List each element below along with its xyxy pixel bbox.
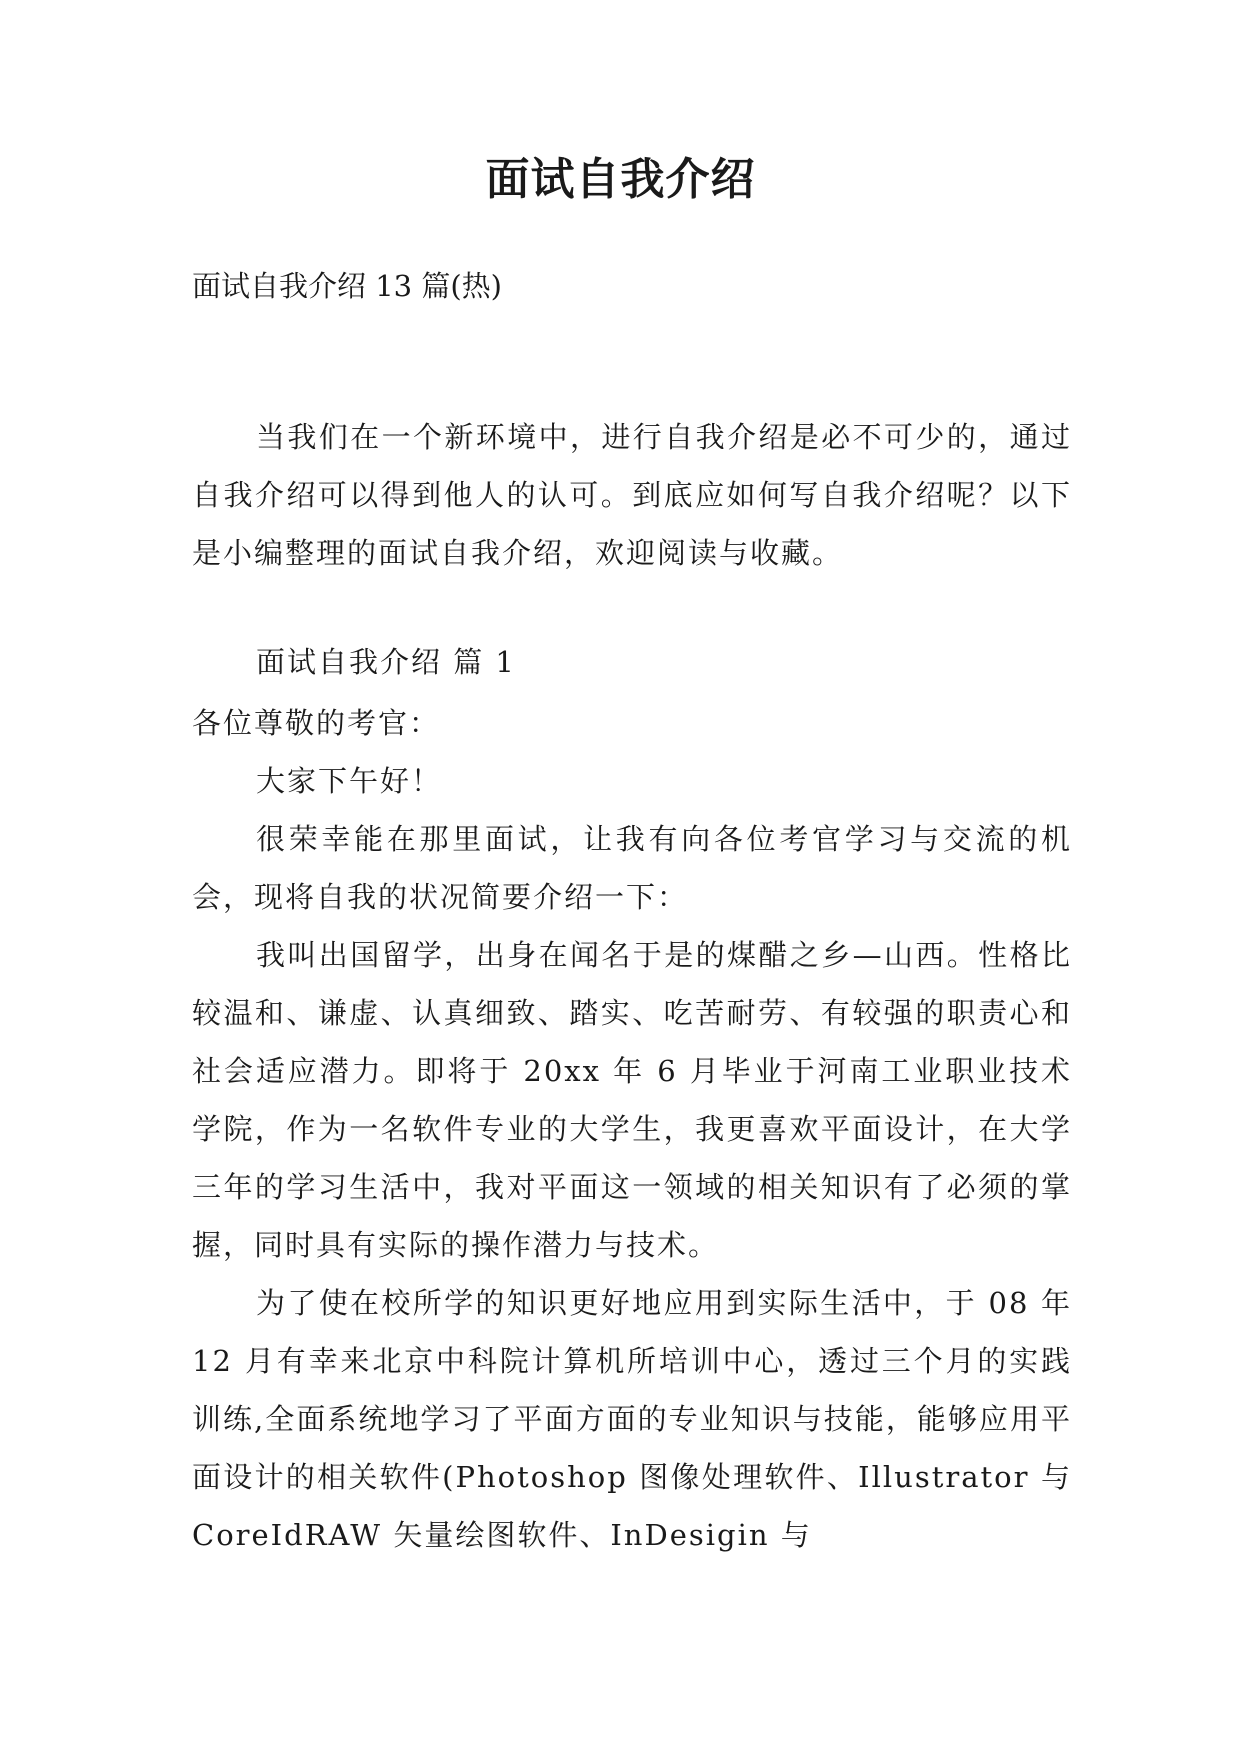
salutation: 各位尊敬的考官： xyxy=(192,706,441,740)
section-body xyxy=(192,694,1072,1564)
document-subtitle: 面试自我介绍 13 篇(热) xyxy=(192,269,502,303)
section-heading: 面试自我介绍 篇 1 xyxy=(256,645,516,679)
body-paragraph: 为了使在校所学的知识更好地应用到实际生活中，于 08 年 12 月有幸来北京中科院计算机所培训中心，透过三个月的实践训练,全面系统地学习了平面方面的专业知识与技能，能够应用平面设计的相关软件(Photoshop 图像处理软件、Illustrator 与 CoreIdRAW 矢量绘图软件、InDesigin 与 xyxy=(192,1286,1072,1552)
greeting: 大家下午好！ xyxy=(256,764,443,798)
document-title: 面试自我介绍 xyxy=(485,154,756,205)
body-paragraph: 我叫出国留学，出身在闻名于是的煤醋之乡—山西。性格比较温和、谦虚、认真细致、踏实、吃苦耐劳、有较强的职责心和社会适应潜力。即将于 20xx 年 6 月毕业于河南工业职业技术学院，作为一名软件专业的大学生，我更喜欢平面设计，在大学三年的学习生活中，我对平面这一领域的相关知识有了必须的掌握，同时具有实际的操作潜力与技术。 xyxy=(192,938,1072,1262)
body-paragraph: 很荣幸能在那里面试，让我有向各位考官学习与交流的机会，现将自我的状况简要介绍一下： xyxy=(192,822,1072,914)
intro-paragraph: 当我们在一个新环境中，进行自我介绍是必不可少的，通过自我介绍可以得到他人的认可。到底应如何写自我介绍呢？以下是小编整理的面试自我介绍，欢迎阅读与收藏。 xyxy=(192,420,1072,570)
